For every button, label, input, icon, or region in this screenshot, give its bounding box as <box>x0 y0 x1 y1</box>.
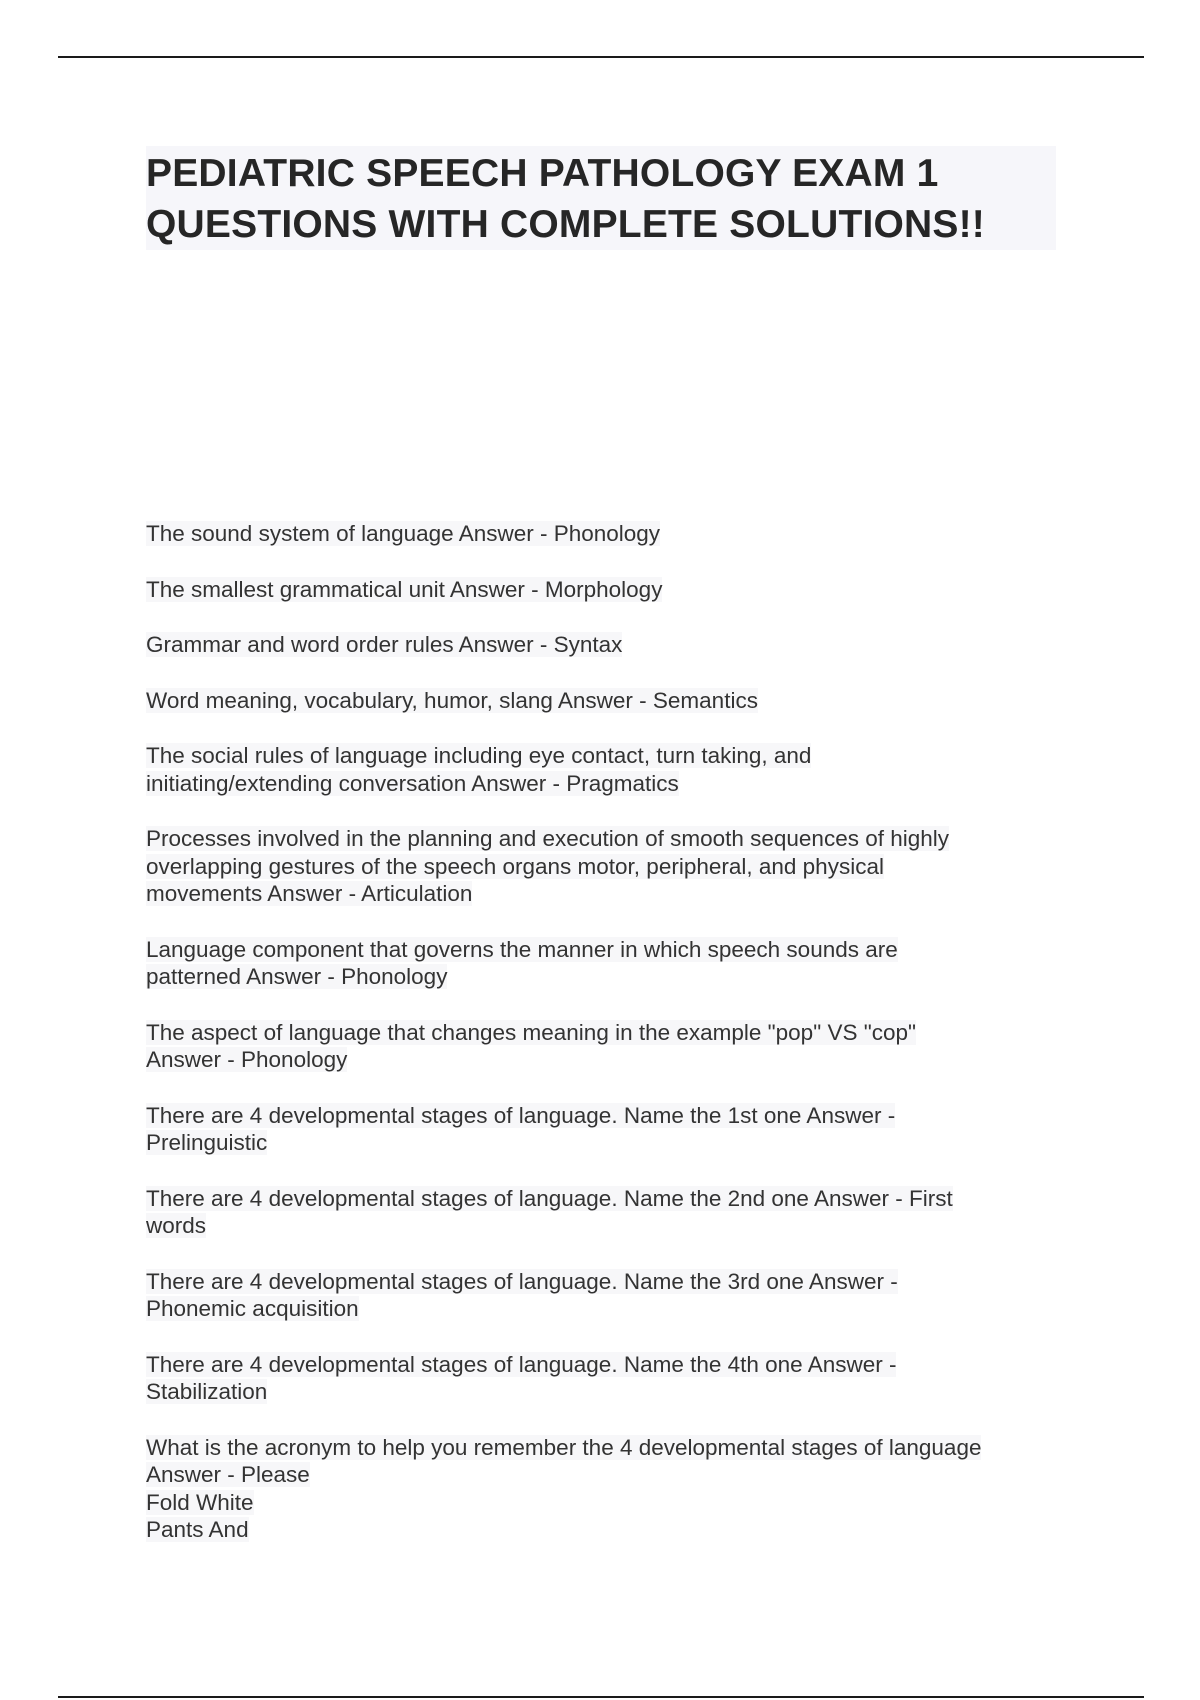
qa-item <box>146 520 1066 548</box>
qa-text: The smallest grammatical unit Answer - Morphology <box>146 576 663 602</box>
qa-text: Grammar and word order rules Answer - Syntax <box>146 632 623 657</box>
qa-text: There are 4 developmental stages of language. Name the 4th one Answer - Stabilization <box>146 1351 897 1404</box>
qa-item <box>146 1268 1066 1323</box>
qa-text: The social rules of language including eye contact, turn taking, and initiating/extending conversation Answer - Pragmatics <box>146 743 812 796</box>
qa-item <box>146 1434 1066 1544</box>
qa-item <box>146 1102 1066 1157</box>
qa-text: Language component that governs the manner in which speech sounds are patterned Answer - Phonology <box>146 936 898 989</box>
qa-item <box>146 1019 1066 1074</box>
bottom-rule <box>58 1696 1144 1698</box>
qa-text: There are 4 developmental stages of language. Name the 1st one Answer - Prelinguistic <box>146 1102 896 1155</box>
qa-text: Processes involved in the planning and execution of smooth sequences of highly overlapping gestures of the speech organs motor, peripheral, and physical movements Answer - Articulation <box>146 826 950 906</box>
qa-text: The sound system of language Answer - Phonology <box>146 521 661 546</box>
qa-text: The aspect of language that changes meaning in the example "pop" VS "cop" Answer - Phonology <box>146 1019 916 1072</box>
qa-text: Word meaning, vocabulary, humor, slang Answer - Semantics <box>146 687 758 713</box>
qa-item <box>146 742 1066 797</box>
qa-item <box>146 825 1066 908</box>
qa-item <box>146 1351 1066 1406</box>
document-title: PEDIATRIC SPEECH PATHOLOGY EXAM 1 QUESTIONS WITH COMPLETE SOLUTIONS!! <box>146 152 985 246</box>
qa-item <box>146 576 1066 604</box>
qa-list <box>146 520 1066 1572</box>
qa-item <box>146 1185 1066 1240</box>
qa-text: What is the acronym to help you remember the 4 developmental stages of language Answer - Please Fold White Pants And <box>146 1434 982 1542</box>
qa-text: There are 4 developmental stages of language. Name the 2nd one Answer - First words <box>146 1185 953 1238</box>
qa-item <box>146 687 1066 715</box>
qa-item <box>146 936 1066 991</box>
top-rule <box>58 56 1144 58</box>
qa-item <box>146 631 1066 659</box>
qa-text: There are 4 developmental stages of language. Name the 3rd one Answer - Phonemic acquisition <box>146 1268 898 1321</box>
title-block <box>146 146 1056 250</box>
